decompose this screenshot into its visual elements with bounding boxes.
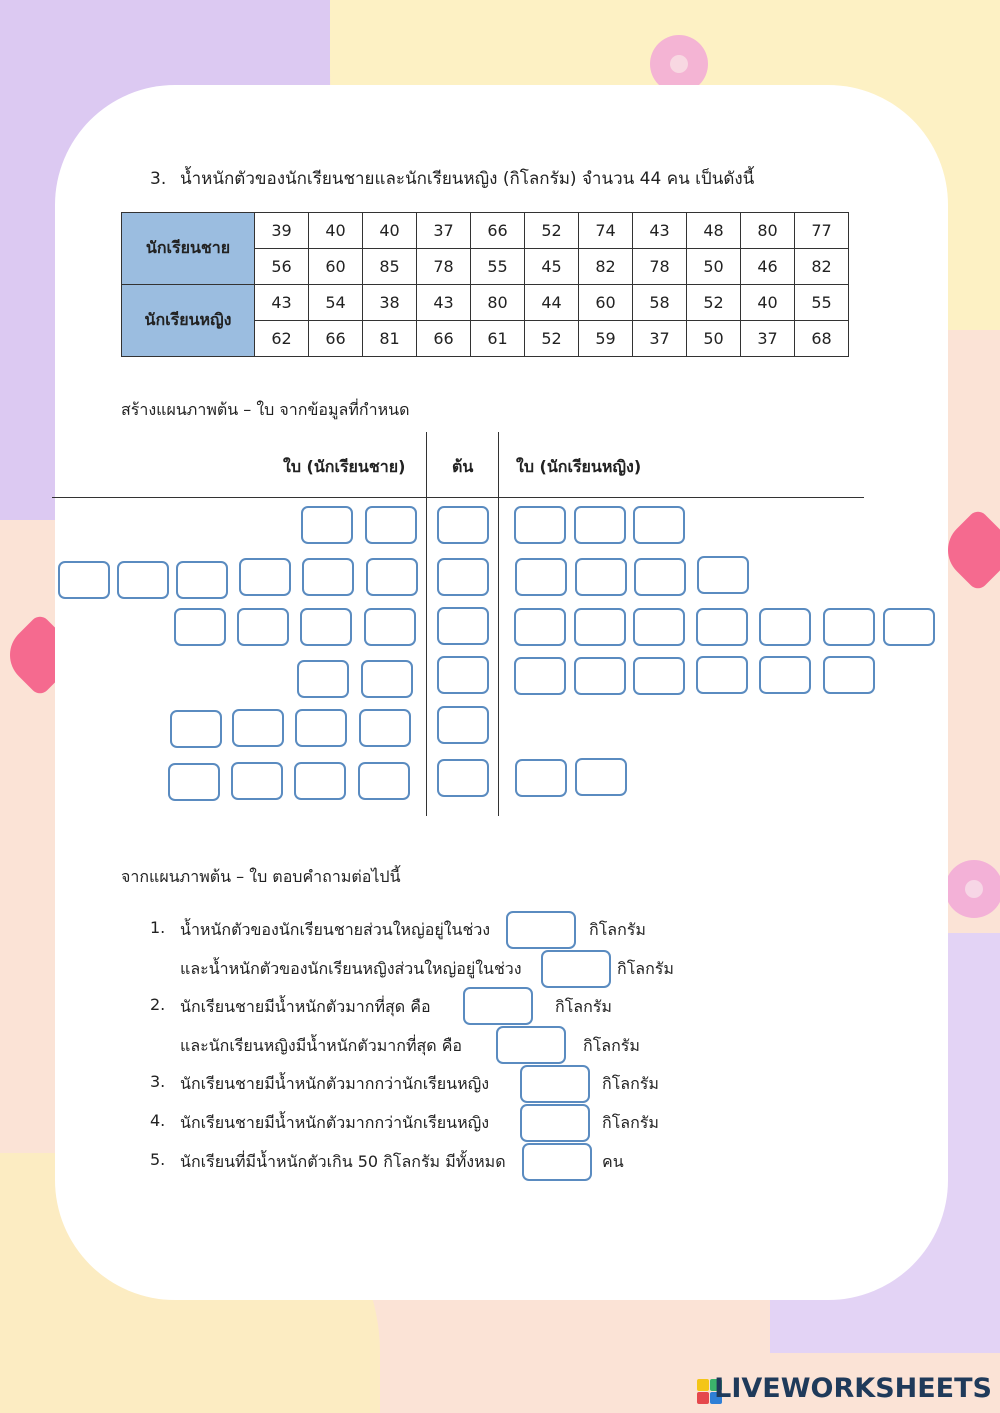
liveworksheets-logo-text: LIVEWORKSHEETS (714, 1373, 992, 1404)
answer-input[interactable] (541, 950, 611, 988)
answer-input[interactable] (520, 1065, 590, 1103)
table-cell: 37 (417, 213, 471, 249)
question-text: นักเรียนชายมีน้ำหนักตัวมากกว่านักเรียนหญิง (180, 1113, 490, 1132)
question-number: 3. (150, 1072, 166, 1091)
girls-label: นักเรียนหญิง (122, 285, 255, 357)
table-cell: 40 (363, 213, 417, 249)
question-text: นักเรียนชายมีน้ำหนักตัวมากที่สุด คือ (180, 997, 431, 1016)
table-cell: 55 (795, 285, 849, 321)
stem-input[interactable] (437, 607, 489, 645)
leaf-input-boys[interactable] (366, 558, 418, 596)
leaf-input-boys[interactable] (302, 558, 354, 596)
leaf-input-girls[interactable] (633, 657, 685, 695)
answer-input[interactable] (496, 1026, 566, 1064)
leaf-input-girls[interactable] (697, 556, 749, 594)
table-cell: 58 (633, 285, 687, 321)
table-cell: 45 (525, 249, 579, 285)
table-cell: 40 (741, 285, 795, 321)
leaf-input-girls[interactable] (759, 608, 811, 646)
question-number: 4. (150, 1111, 166, 1130)
stem-input[interactable] (437, 706, 489, 744)
leaf-input-girls[interactable] (696, 608, 748, 646)
table-cell: 68 (795, 321, 849, 357)
unit-label: กิโลกรัม (555, 997, 612, 1016)
leaf-input-boys[interactable] (239, 558, 291, 596)
question-number: 1. (150, 918, 166, 937)
stem-input[interactable] (437, 506, 489, 544)
unit-label: กิโลกรัม (589, 920, 646, 939)
table-cell: 78 (633, 249, 687, 285)
leaf-input-boys[interactable] (58, 561, 110, 599)
stem-divider-left (426, 432, 427, 816)
leaf-input-boys[interactable] (301, 506, 353, 544)
leaf-input-girls[interactable] (633, 608, 685, 646)
leaf-input-girls[interactable] (514, 657, 566, 695)
answer-input[interactable] (522, 1143, 592, 1181)
stem-header: ต้น (452, 457, 474, 476)
table-cell: 52 (525, 213, 579, 249)
table-cell: 44 (525, 285, 579, 321)
table-cell: 37 (633, 321, 687, 357)
leaf-input-boys[interactable] (297, 660, 349, 698)
table-cell: 60 (579, 285, 633, 321)
unit-label: คน (602, 1152, 624, 1171)
plot-instruction: สร้างแผนภาพต้น – ใบ จากข้อมูลที่กำหนด (121, 400, 410, 419)
table-cell: 55 (471, 249, 525, 285)
question-number: 2. (150, 995, 166, 1014)
table-cell: 66 (471, 213, 525, 249)
table-cell: 39 (255, 213, 309, 249)
leaf-input-girls[interactable] (574, 506, 626, 544)
stem-input[interactable] (437, 558, 489, 596)
leaf-input-boys[interactable] (295, 709, 347, 747)
unit-label: กิโลกรัม (583, 1036, 640, 1055)
table-cell: 52 (525, 321, 579, 357)
leaf-input-boys[interactable] (170, 710, 222, 748)
table-cell: 81 (363, 321, 417, 357)
table-cell: 54 (309, 285, 363, 321)
answer-input[interactable] (506, 911, 576, 949)
leaf-input-girls[interactable] (575, 758, 627, 796)
questions-intro: จากแผนภาพต้น – ใบ ตอบคำถามต่อไปนี้ (121, 867, 401, 886)
leaf-input-boys[interactable] (174, 608, 226, 646)
question-text: นักเรียนที่มีน้ำหนักตัวเกิน 50 กิโลกรัม มีทั้งหมด (180, 1152, 506, 1171)
table-cell: 56 (255, 249, 309, 285)
leaf-input-girls[interactable] (514, 608, 566, 646)
table-cell: 37 (741, 321, 795, 357)
table-cell: 48 (687, 213, 741, 249)
table-cell: 66 (417, 321, 471, 357)
table-cell: 78 (417, 249, 471, 285)
flower-decoration (945, 860, 1000, 918)
leaf-input-boys[interactable] (232, 709, 284, 747)
table-cell: 62 (255, 321, 309, 357)
question-title: 3. น้ำหนักตัวของนักเรียนชายและนักเรียนหญิง (กิโลกรัม) จำนวน 44 คน เป็นดังนี้ (150, 169, 755, 189)
leaf-input-boys[interactable] (117, 561, 169, 599)
leaf-input-girls[interactable] (823, 656, 875, 694)
table-cell: 74 (579, 213, 633, 249)
leaf-input-girls[interactable] (633, 506, 685, 544)
leaf-input-boys[interactable] (364, 608, 416, 646)
table-cell: 66 (309, 321, 363, 357)
leaf-input-girls[interactable] (575, 558, 627, 596)
right-leaf-header: ใบ (นักเรียนหญิง) (516, 457, 642, 476)
leaf-input-girls[interactable] (759, 656, 811, 694)
leaf-input-girls[interactable] (574, 657, 626, 695)
leaf-input-girls[interactable] (515, 558, 567, 596)
table-cell: 60 (309, 249, 363, 285)
question-number: 5. (150, 1150, 166, 1169)
left-leaf-header: ใบ (นักเรียนชาย) (283, 457, 406, 476)
leaf-input-boys[interactable] (358, 762, 410, 800)
table-cell: 43 (255, 285, 309, 321)
table-cell: 52 (687, 285, 741, 321)
leaf-input-girls[interactable] (823, 608, 875, 646)
table-cell: 80 (471, 285, 525, 321)
leaf-input-girls[interactable] (883, 608, 935, 646)
leaf-input-boys[interactable] (176, 561, 228, 599)
leaf-input-girls[interactable] (574, 608, 626, 646)
leaf-input-girls[interactable] (514, 506, 566, 544)
leaf-input-boys[interactable] (237, 608, 289, 646)
table-cell: 40 (309, 213, 363, 249)
stem-input[interactable] (437, 656, 489, 694)
table-cell: 50 (687, 249, 741, 285)
unit-label: กิโลกรัม (617, 959, 674, 978)
table-cell: 80 (741, 213, 795, 249)
table-row (122, 213, 849, 249)
leaf-input-boys[interactable] (300, 608, 352, 646)
leaf-input-girls[interactable] (696, 656, 748, 694)
leaf-input-boys[interactable] (231, 762, 283, 800)
answer-input[interactable] (463, 987, 533, 1025)
leaf-input-girls[interactable] (515, 759, 567, 797)
leaf-input-boys[interactable] (294, 762, 346, 800)
table-cell: 61 (471, 321, 525, 357)
stem-input[interactable] (437, 759, 489, 797)
table-cell: 43 (417, 285, 471, 321)
leaf-input-boys[interactable] (168, 763, 220, 801)
header-divider (52, 497, 864, 498)
question-text: นักเรียนชายมีน้ำหนักตัวมากกว่านักเรียนหญิง (180, 1074, 490, 1093)
question-text: น้ำหนักตัวของนักเรียนชายส่วนใหญ่อยู่ในช่วง (180, 920, 491, 939)
unit-label: กิโลกรัม (602, 1074, 659, 1093)
boys-label: นักเรียนชาย (122, 213, 255, 285)
table-cell: 85 (363, 249, 417, 285)
table-cell: 43 (633, 213, 687, 249)
leaf-input-boys[interactable] (361, 660, 413, 698)
table-cell: 46 (741, 249, 795, 285)
leaf-input-boys[interactable] (365, 506, 417, 544)
leaf-input-girls[interactable] (634, 558, 686, 596)
table-cell: 82 (579, 249, 633, 285)
answer-input[interactable] (520, 1104, 590, 1142)
table-cell: 82 (795, 249, 849, 285)
table-cell: 77 (795, 213, 849, 249)
question-text: และนักเรียนหญิงมีน้ำหนักตัวมากที่สุด คือ (180, 1036, 463, 1055)
table-cell: 38 (363, 285, 417, 321)
table-cell: 59 (579, 321, 633, 357)
weights-table (121, 212, 849, 357)
unit-label: กิโลกรัม (602, 1113, 659, 1132)
table-cell: 50 (687, 321, 741, 357)
question-text: และน้ำหนักตัวของนักเรียนหญิงส่วนใหญ่อยู่ในช่วง (180, 959, 522, 978)
leaf-input-boys[interactable] (359, 709, 411, 747)
table-row (122, 285, 849, 321)
stem-divider-right (498, 432, 499, 816)
